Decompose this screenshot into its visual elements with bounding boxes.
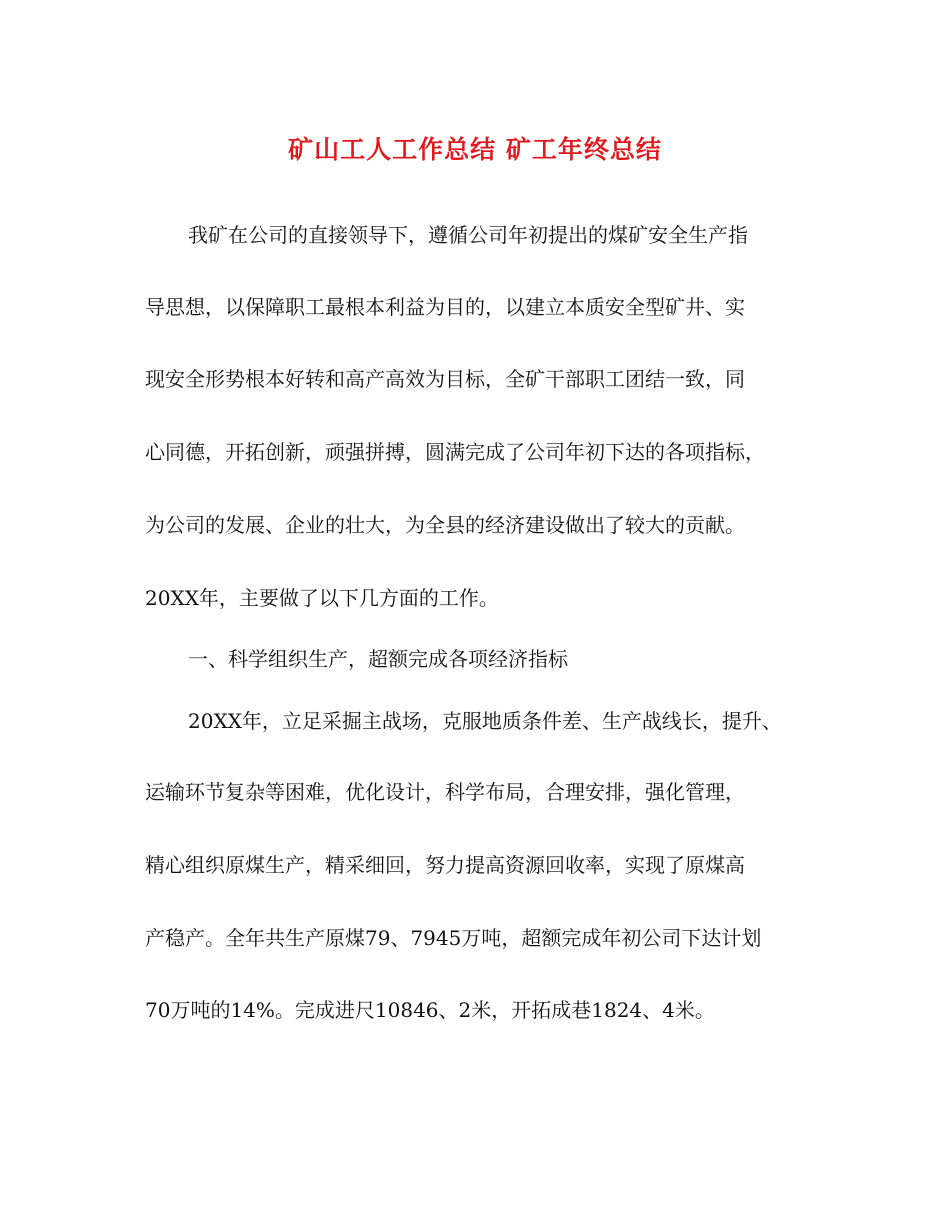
paragraph-line: 心同德，开拓创新，顽强拼搏，圆满完成了公司年初下达的各项指标， bbox=[145, 440, 765, 464]
paragraph-line: 产稳产。全年共生产原煤79、7945万吨，超额完成年初公司下达计划 bbox=[145, 926, 762, 950]
document-title: 矿山工人工作总结 矿工年终总结 bbox=[288, 135, 662, 164]
paragraph-line: 我矿在公司的直接领导下，遵循公司年初提出的煤矿安全生产指 bbox=[188, 223, 748, 247]
paragraph-line: 为公司的发展、企业的壮大，为全县的经济建设做出了较大的贡献。 bbox=[145, 513, 745, 537]
section-heading: 一、科学组织生产，超额完成各项经济指标 bbox=[188, 647, 568, 671]
paragraph-line: 运输环节复杂等困难，优化设计，科学布局，合理安排，强化管理， bbox=[145, 780, 745, 804]
paragraph-line: 现安全形势根本好转和高产高效为目标，全矿干部职工团结一致，同 bbox=[145, 367, 745, 391]
paragraph-line: 20XX年，主要做了以下几方面的工作。 bbox=[145, 586, 499, 610]
paragraph-line: 70万吨的14%。完成进尺10846、2米，开拓成巷1824、4米。 bbox=[145, 998, 715, 1022]
paragraph-line: 导思想，以保障职工最根本利益为目的，以建立本质安全型矿井、实 bbox=[145, 295, 745, 319]
paragraph-line: 精心组织原煤生产，精采细回，努力提高资源回收率，实现了原煤高 bbox=[145, 853, 745, 877]
paragraph-line: 20XX年，立足采掘主战场，克服地质条件差、生产战线长，提升、 bbox=[188, 709, 782, 733]
